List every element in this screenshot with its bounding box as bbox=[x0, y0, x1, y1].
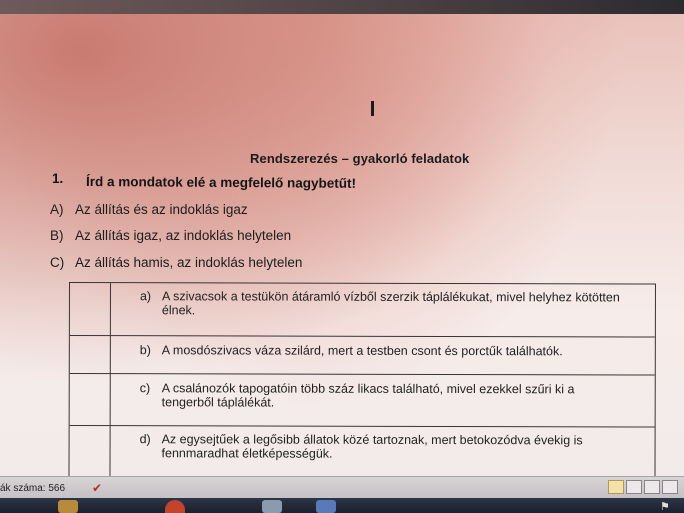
table-row bbox=[70, 283, 655, 337]
answer-table bbox=[68, 282, 656, 480]
statement-label: a) bbox=[139, 289, 152, 304]
view-mode-buttons bbox=[608, 480, 680, 495]
option-letter: C) bbox=[50, 255, 65, 270]
statement-label: b) bbox=[139, 343, 151, 358]
option-text: Az állítás hamis, az indoklás helytelen bbox=[75, 255, 303, 270]
statement bbox=[140, 289, 625, 318]
word-count[interactable]: ák száma: 566 bbox=[0, 483, 66, 494]
question-number: 1. bbox=[52, 171, 64, 186]
outline-view-button[interactable] bbox=[662, 480, 678, 494]
print-layout-view-button[interactable] bbox=[608, 480, 624, 494]
document-page[interactable] bbox=[0, 14, 684, 476]
text-cursor-mark bbox=[371, 101, 374, 116]
app-taskbar-icon[interactable] bbox=[262, 500, 282, 513]
option-c bbox=[50, 255, 302, 270]
option-letter: B) bbox=[50, 228, 64, 243]
table-row bbox=[70, 373, 655, 428]
web-layout-view-button[interactable] bbox=[644, 480, 660, 494]
option-b bbox=[50, 228, 291, 243]
statement bbox=[140, 432, 625, 461]
table-row bbox=[70, 335, 655, 376]
page-title: Rendszerezés – gyakorló feladatok bbox=[250, 151, 470, 166]
browser-taskbar-icon[interactable] bbox=[165, 500, 185, 513]
folder-taskbar-icon[interactable] bbox=[58, 500, 78, 513]
statement-text: A mosdószivacs váza szilárd, mert a testben csont és porctűk találhatók. bbox=[161, 343, 563, 359]
spellcheck-book-icon[interactable]: ✔ bbox=[91, 481, 103, 495]
statement-label: d) bbox=[139, 432, 151, 447]
word-taskbar-icon[interactable] bbox=[316, 500, 336, 513]
taskbar bbox=[0, 498, 684, 513]
statement-text: A csalánozók tapogatóin több száz likacs található, mivel ezekkel szűri ki a tengerből táplálékát. bbox=[161, 381, 575, 410]
option-a bbox=[50, 202, 248, 217]
option-letter: A) bbox=[50, 202, 64, 217]
question-text: Írd a mondatok elé a megfelelő nagybetűt! bbox=[85, 174, 357, 191]
full-screen-view-button[interactable] bbox=[626, 480, 642, 494]
statement bbox=[140, 343, 625, 358]
statement bbox=[140, 381, 625, 410]
statement-label: c) bbox=[139, 381, 151, 396]
flag-icon[interactable]: ⚑ bbox=[660, 501, 670, 513]
statement-text: Az egysejtűek a legősibb állatok közé tartoznak, mert betokozódva évekig is fennmaradhat életképességük. bbox=[161, 432, 583, 461]
option-text: Az állítás igaz, az indoklás helytelen bbox=[75, 228, 292, 243]
option-text: Az állítás és az indoklás igaz bbox=[75, 202, 248, 217]
status-bar bbox=[0, 476, 684, 499]
table-row bbox=[69, 425, 654, 480]
statement-text: A szivacsok a testükön átáramló vízből szerzik táplálékukat, mivel helyhez kötötten élnek. bbox=[161, 289, 620, 318]
